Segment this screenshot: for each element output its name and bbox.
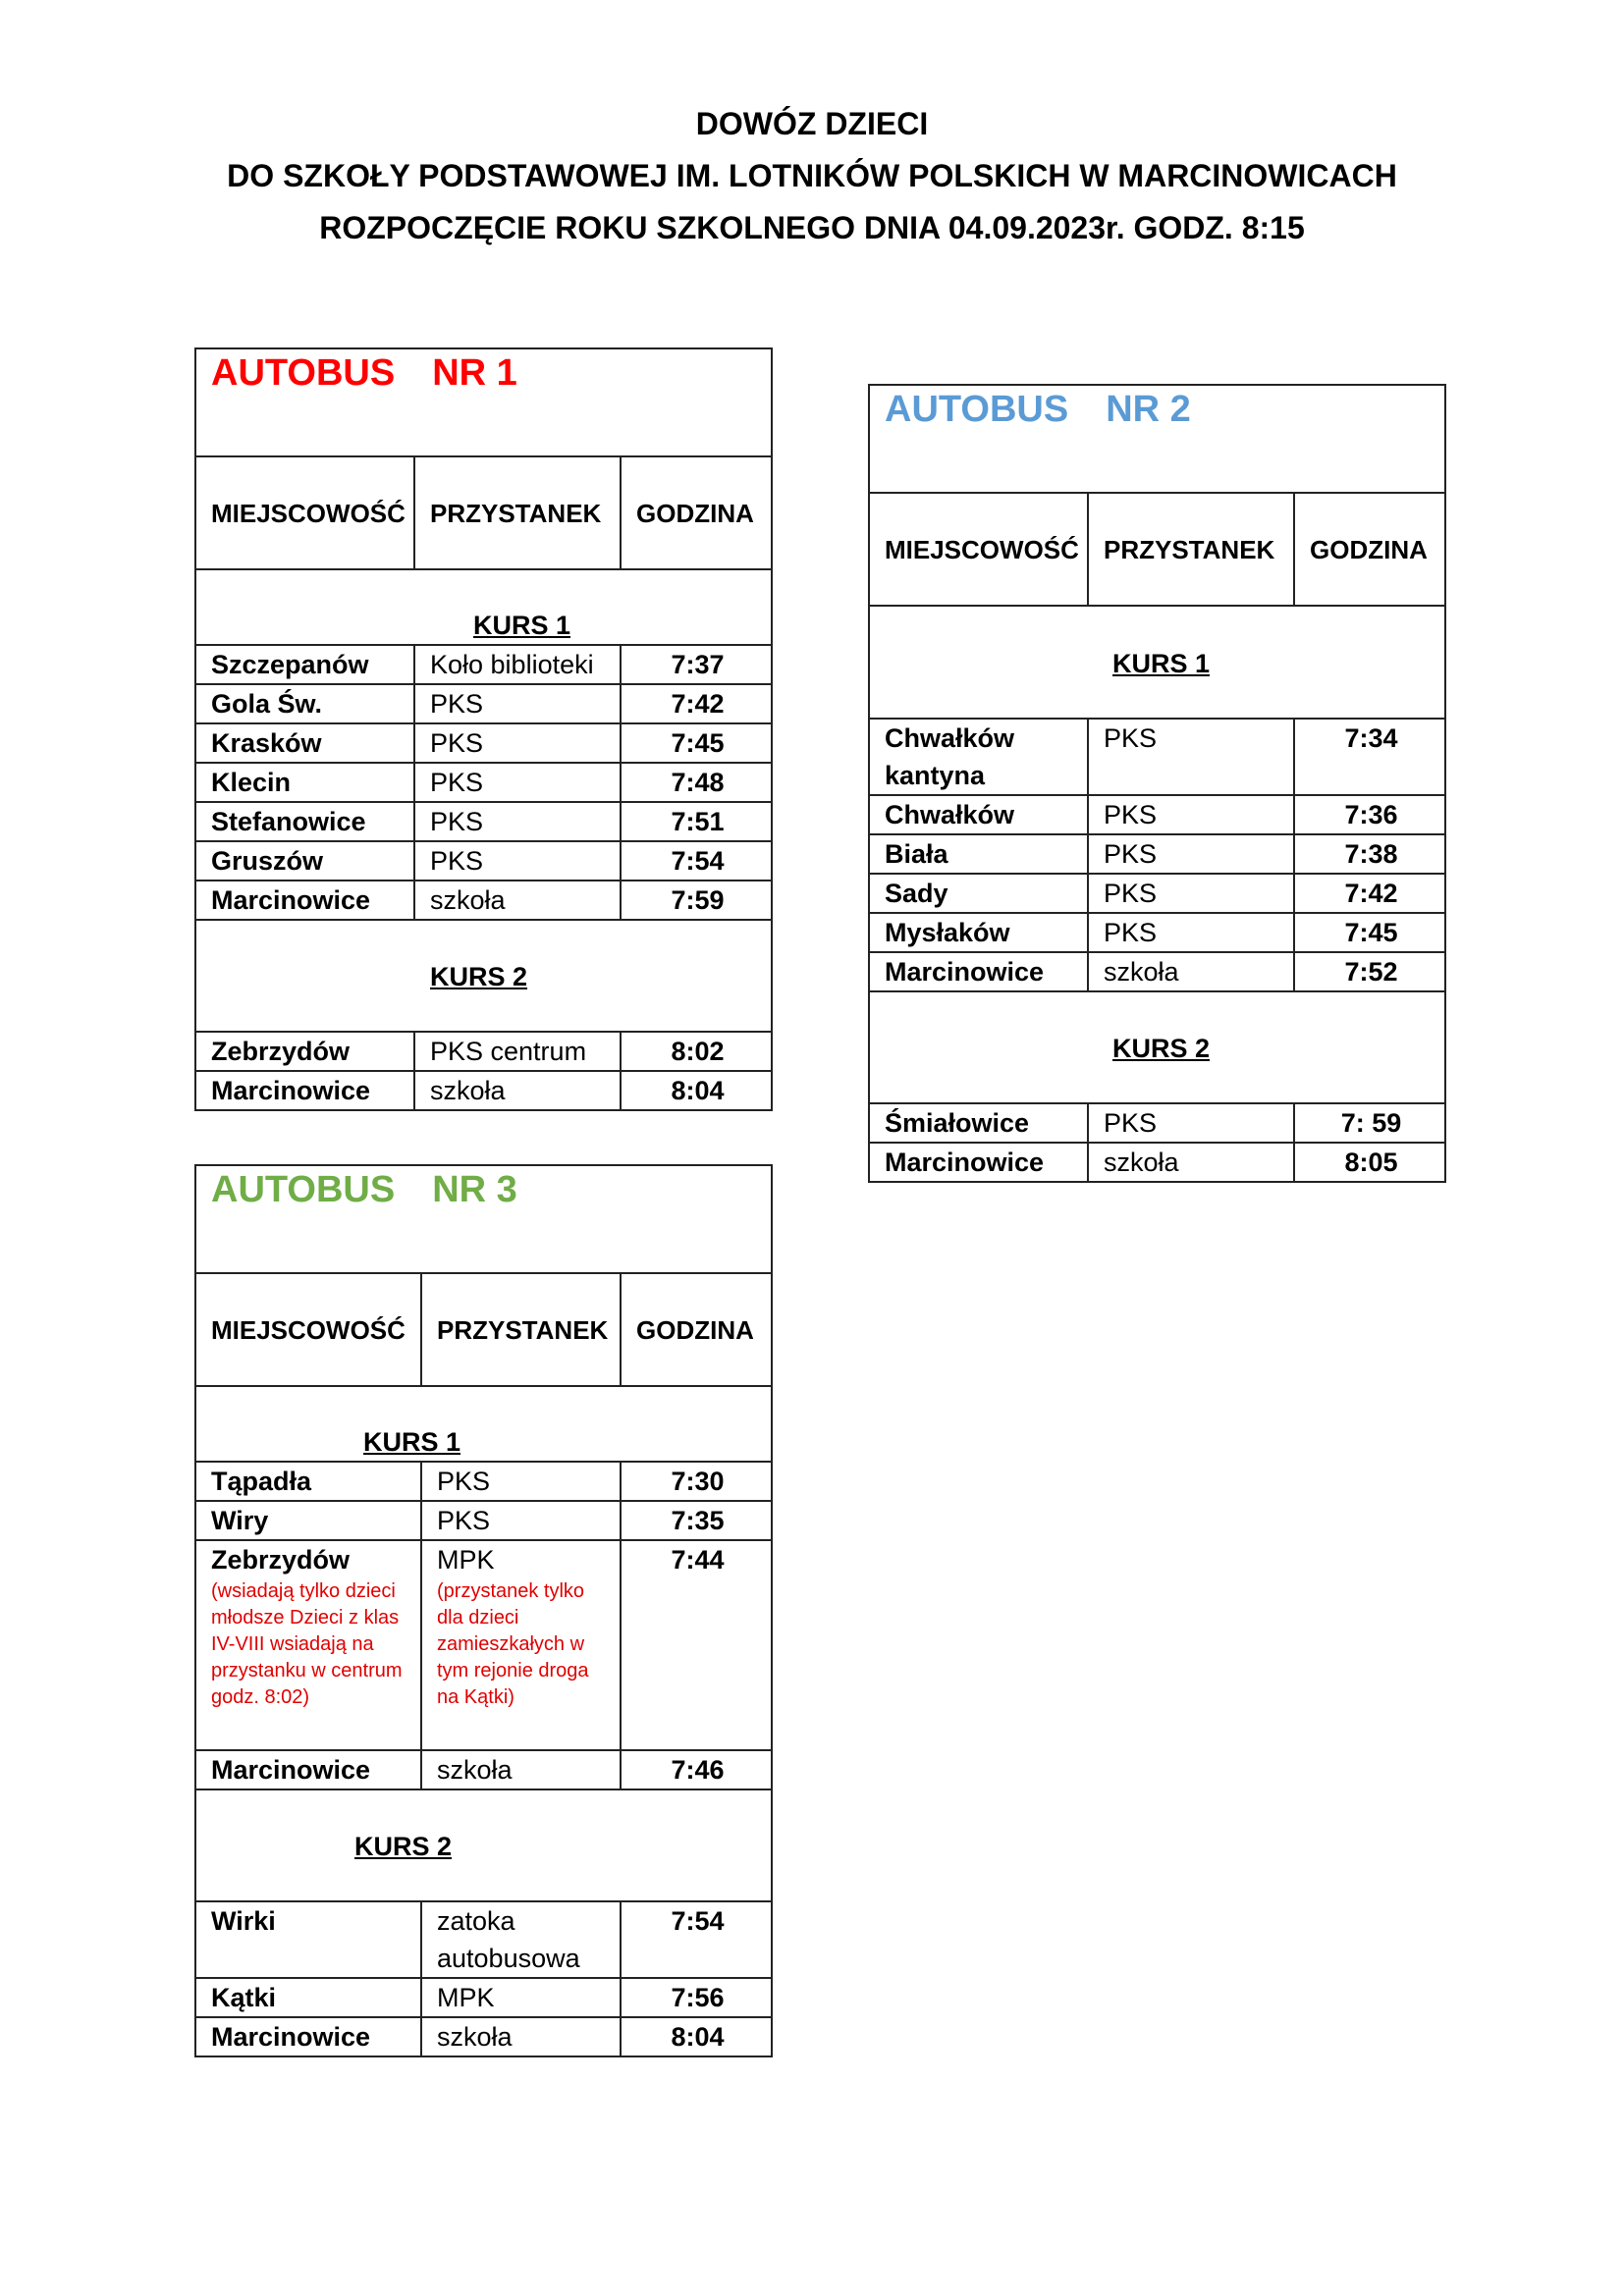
table-row: Biała PKS 7:38 <box>869 834 1445 874</box>
bus-3-title: AUTOBUS NR 3 <box>195 1165 772 1273</box>
table-row: Sady PKS 7:42 <box>869 874 1445 913</box>
col-header-time: GODZINA <box>621 456 772 569</box>
col-header-stop: PRZYSTANEK <box>421 1273 621 1386</box>
place-note: (wsiadają tylko dzieci młodsze Dzieci z klas IV-VIII wsiadają na przystanku w centrum godz. 8:02) <box>211 1580 403 1708</box>
heading-line-2: DO SZKOŁY PODSTAWOWEJ IM. LOTNIKÓW POLSKICH W MARCINOWICACH <box>227 158 1397 193</box>
bus-1-header-row <box>195 456 772 569</box>
bus-2-kurs-2-label: KURS 2 <box>869 991 1445 1103</box>
table-row: Mysłaków PKS 7:45 <box>869 913 1445 952</box>
table-row: Marcinowice szkoła 7:52 <box>869 952 1445 991</box>
table-row: Klecin PKS 7:48 <box>195 763 772 802</box>
col-header-place: MIEJSCOWOŚĆ <box>195 1273 421 1386</box>
bus-1-title: AUTOBUS NR 1 <box>195 348 772 456</box>
heading-line-3: ROZPOCZĘCIE ROKU SZKOLNEGO DNIA 04.09.2023r. GODZ. 8:15 <box>319 210 1305 245</box>
table-row: Chwałków kantyna PKS 7:34 <box>869 719 1445 795</box>
col-header-stop: PRZYSTANEK <box>1088 493 1294 606</box>
table-row: Marcinowice szkoła 8:04 <box>195 2017 772 2056</box>
bus-3-kurs-1-label: KURS 1 <box>195 1386 772 1462</box>
table-row: Wiry PKS 7:35 <box>195 1501 772 1540</box>
bus-3-table <box>194 1164 773 2057</box>
document-heading <box>0 98 1624 254</box>
col-header-time: GODZINA <box>1294 493 1445 606</box>
table-row: Zebrzydów (wsiadają tylko dzieci młodsze Dzieci z klas IV-VIII wsiadają na przystanku w centrum godz. 8:02) MPK (przystanek tylko dla dzieci zamieszkałych w tym rejonie droga na Kątki) 7:44 <box>195 1540 772 1750</box>
table-row: Marcinowice szkoła 7:59 <box>195 881 772 920</box>
table-row: Stefanowice PKS 7:51 <box>195 802 772 841</box>
table-row: Marcinowice szkoła 8:05 <box>869 1143 1445 1182</box>
bus-2-table <box>868 384 1446 1183</box>
table-row: Zebrzydów PKS centrum 8:02 <box>195 1032 772 1071</box>
bus-2-title: AUTOBUS NR 2 <box>869 385 1445 493</box>
table-row: Krasków PKS 7:45 <box>195 723 772 763</box>
table-row: Marcinowice szkoła 8:04 <box>195 1071 772 1110</box>
bus-1-kurs-1-label: KURS 1 <box>195 569 772 645</box>
bus-2-kurs-1-label: KURS 1 <box>869 606 1445 719</box>
col-header-time: GODZINA <box>621 1273 772 1386</box>
col-header-place: MIEJSCOWOŚĆ <box>195 456 414 569</box>
bus-2-header-row <box>869 493 1445 606</box>
table-row: Gruszów PKS 7:54 <box>195 841 772 881</box>
table-row: Chwałków PKS 7:36 <box>869 795 1445 834</box>
table-row: Szczepanów Koło biblioteki 7:37 <box>195 645 772 684</box>
bus-3-kurs-2-label: KURS 2 <box>195 1789 772 1901</box>
table-row: Tąpadła PKS 7:30 <box>195 1462 772 1501</box>
bus-1-table <box>194 347 773 1111</box>
table-row: Marcinowice szkoła 7:46 <box>195 1750 772 1789</box>
table-row: Kątki MPK 7:56 <box>195 1978 772 2017</box>
heading-line-1: DOWÓZ DZIECI <box>695 106 929 141</box>
table-row: Śmiałowice PKS 7: 59 <box>869 1103 1445 1143</box>
table-row: Wirki zatoka autobusowa 7:54 <box>195 1901 772 1978</box>
bus-1-kurs-2-label: KURS 2 <box>195 920 772 1032</box>
bus-3-header-row <box>195 1273 772 1386</box>
col-header-place: MIEJSCOWOŚĆ <box>869 493 1088 606</box>
stop-note: (przystanek tylko dla dzieci zamieszkałych w tym rejonie droga na Kątki) <box>437 1580 589 1708</box>
table-row: Gola Św. PKS 7:42 <box>195 684 772 723</box>
col-header-stop: PRZYSTANEK <box>414 456 621 569</box>
